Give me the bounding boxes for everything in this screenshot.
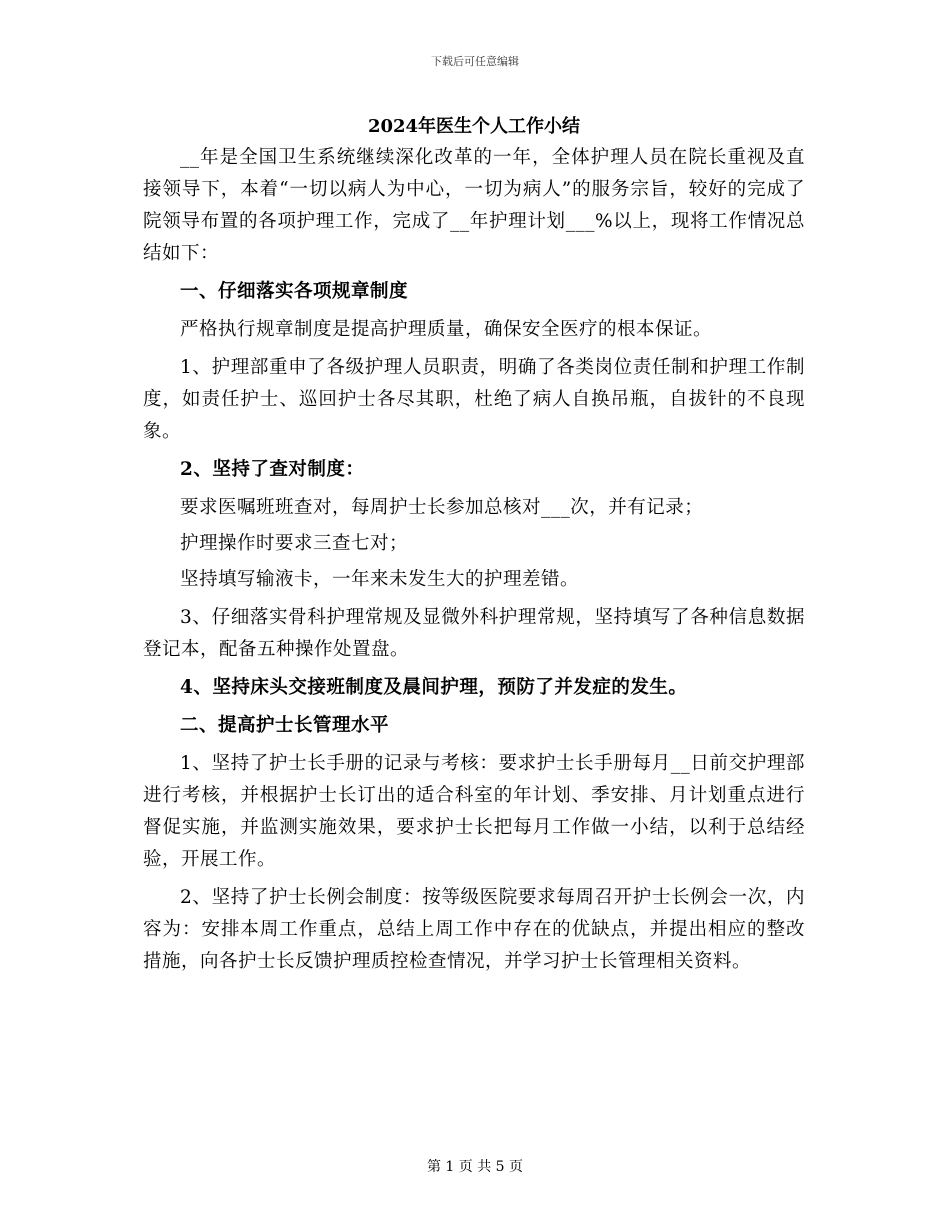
paragraph: 1、坚持了护士长手册的记录与考核：要求护士长手册每月__日前交护理部进行考核，并根据护士长订出的适合科室的年计划、季安排、月计划重点进行督促实施，并监测实施效果，要求护士长把每月工作做一小结，以利于总结经验，开展工作。 <box>143 753 805 870</box>
subheading: 2、坚持了查对制度： <box>180 459 365 480</box>
paragraph: 要求医嘱班班查对，每周护士长参加总核对___次，并有记录； <box>180 497 704 518</box>
paragraph: 1、护理部重申了各级护理人员职责，明确了各类岗位责任制和护理工作制度，如责任护士、巡回护士各尽其职，杜绝了病人自换吊瓶，自拔针的不良现象。 <box>143 357 805 442</box>
paragraph: 坚持填写输液卡，一年来未发生大的护理差错。 <box>180 569 580 590</box>
page-title: 2024年医生个人工作小结 <box>367 116 581 137</box>
paragraph: 2、坚持了护士长例会制度：按等级医院要求每周召开护士长例会一次，内容为：安排本周工作重点，总结上周工作中存在的优缺点，并提出相应的整改措施，向各护士长反馈护理质控检查情况，并学习护士长管理相关资料。 <box>143 887 805 972</box>
paragraph-intro: __年是全国卫生系统继续深化改革的一年，全体护理人员在院长重视及直接领导下，本着“一切以病人为中心，一切为病人”的服务宗旨，较好的完成了院领导布置的各项护理工作，完成了__年护理计划___%以上，现将工作情况总结如下： <box>143 147 805 264</box>
section-heading-1: 一、仔细落实各项规章制度 <box>180 281 409 302</box>
paragraph: 严格执行规章制度是提高护理质量，确保安全医疗的根本保证。 <box>180 319 713 340</box>
section-heading-2: 二、提高护士长管理水平 <box>180 715 390 736</box>
subheading: 4、坚持床头交接班制度及晨间护理，预防了并发症的发生。 <box>180 677 688 698</box>
header-note: 下载后可任意编辑 <box>431 55 519 68</box>
document-body <box>143 112 805 984</box>
paragraph: 3、仔细落实骨科护理常规及显微外科护理常规，坚持填写了各种信息数据登记本，配备五种操作处置盘。 <box>143 607 805 660</box>
paragraph: 护理操作时要求三查七对； <box>180 533 409 554</box>
page-footer: 第 1 页 共 5 页 <box>426 1159 524 1175</box>
